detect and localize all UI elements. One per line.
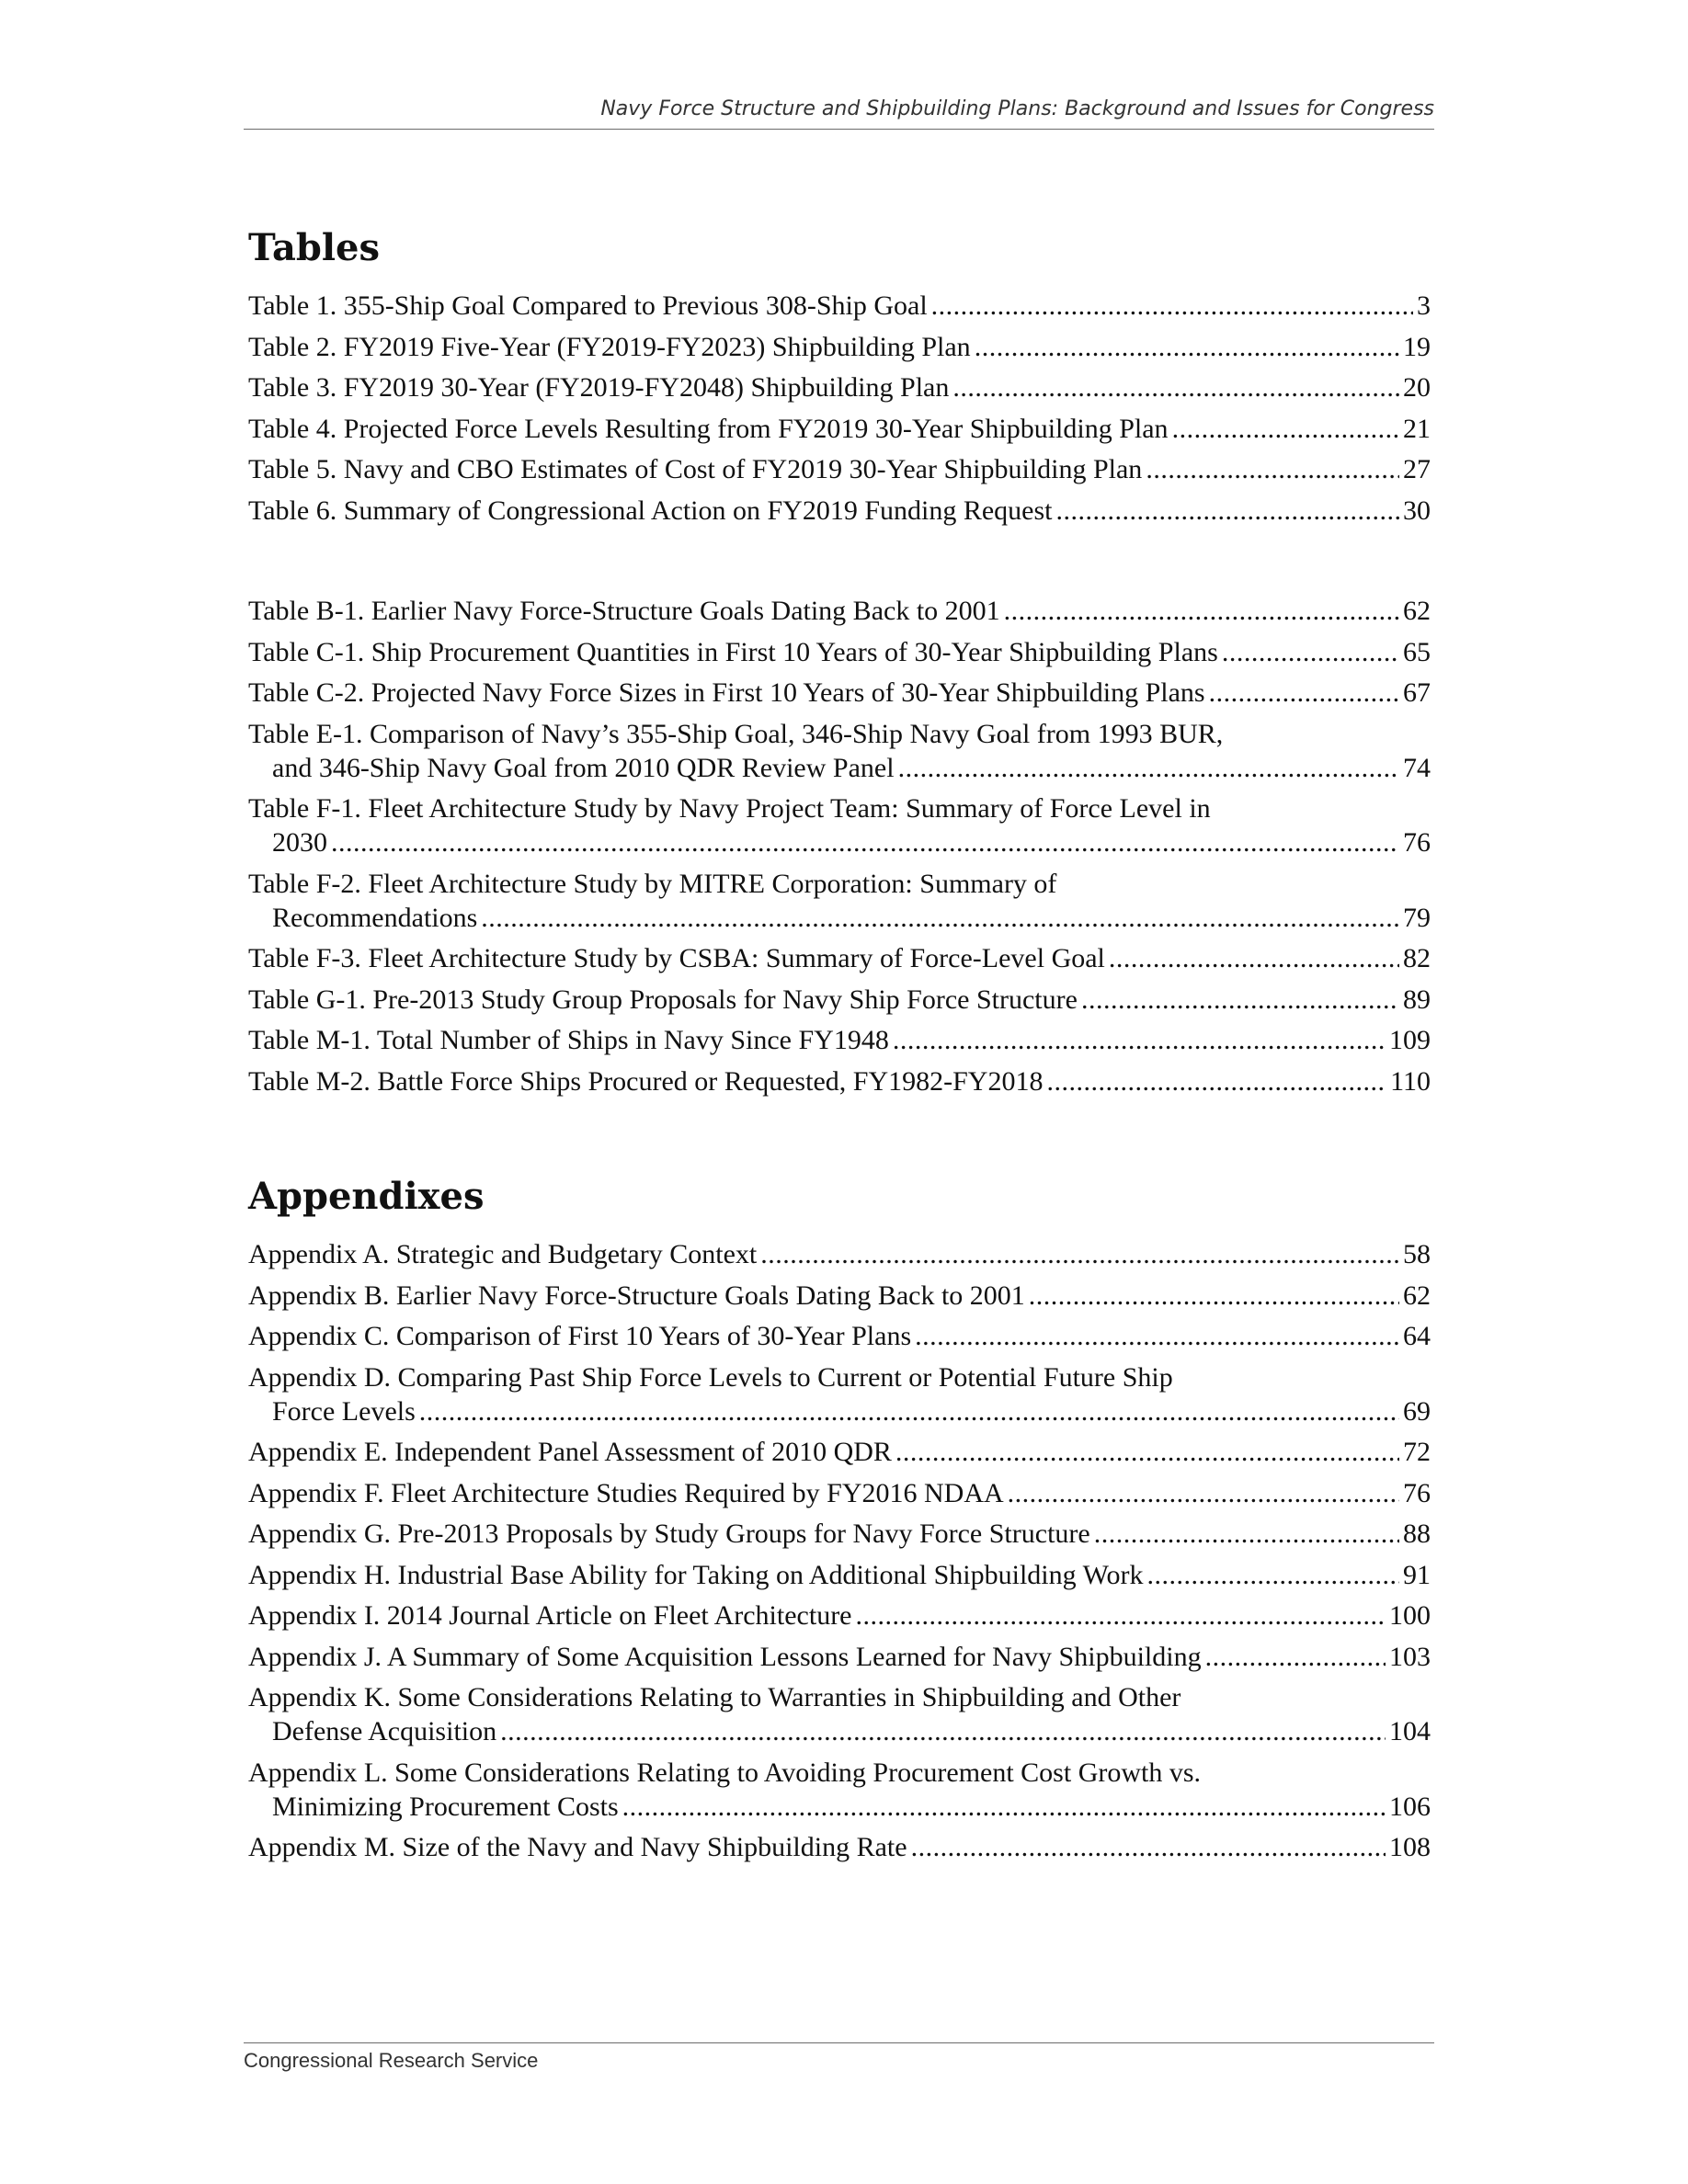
toc-entry-label: Table 6. Summary of Congressional Action on FY2019 Funding Request [248, 495, 1053, 526]
toc-page-number: 100 [1389, 1600, 1431, 1631]
toc-page-number: 65 [1403, 636, 1431, 667]
toc-entry-label: Table F-2. Fleet Architecture Study by MITRE Corporation: Summary of [248, 868, 1057, 899]
dot-leader [1081, 983, 1399, 1017]
toc-entry[interactable] [248, 1517, 1431, 1551]
running-header: Navy Force Structure and Shipbuilding Plans: Background and Issues for Congress [244, 96, 1434, 130]
toc-entry-label: Appendix A. Strategic and Budgetary Context [248, 1239, 758, 1269]
dot-leader [1109, 941, 1399, 975]
dot-leader [622, 1790, 1386, 1824]
toc-page-number: 76 [1403, 1477, 1431, 1508]
dot-leader [500, 1714, 1386, 1748]
toc-page-number: 91 [1403, 1559, 1431, 1590]
toc-page-number: 110 [1390, 1065, 1431, 1097]
toc-page-number: 72 [1403, 1437, 1431, 1467]
toc-entry[interactable] [248, 1360, 1431, 1428]
toc-page-number: 74 [1403, 752, 1431, 783]
dot-leader [895, 1435, 1399, 1469]
toc-entry[interactable] [248, 676, 1431, 710]
toc-entry[interactable] [248, 1476, 1431, 1510]
dot-leader [1209, 676, 1399, 710]
toc-entry[interactable] [248, 941, 1431, 975]
dot-leader [915, 1319, 1399, 1353]
dot-leader [331, 825, 1399, 859]
toc-entry[interactable] [248, 1830, 1431, 1864]
toc-page-number: 58 [1403, 1239, 1431, 1269]
toc-page-number: 19 [1403, 331, 1431, 362]
toc-entry-label-continued: 2030 [272, 827, 327, 858]
toc-page-number: 3 [1417, 290, 1431, 321]
dot-leader [975, 330, 1399, 364]
toc-page-number: 88 [1403, 1519, 1431, 1549]
dot-leader [893, 1023, 1386, 1057]
toc-entry-label: Table 4. Projected Force Levels Resulting from FY2019 30-Year Shipbuilding Plan [248, 413, 1169, 444]
toc-entry-label: Appendix H. Industrial Base Ability for Taking on Additional Shipbuilding Work [248, 1559, 1144, 1590]
dot-leader [856, 1598, 1386, 1632]
dot-leader [931, 289, 1413, 323]
toc-entry-label: Table M-1. Total Number of Ships in Navy Since FY1948 [248, 1025, 889, 1055]
toc-page-number: 82 [1403, 943, 1431, 973]
toc-entry-label: Appendix D. Comparing Past Ship Force Levels to Current or Potential Future Ship [248, 1361, 1173, 1393]
toc-entry-label: Table E-1. Comparison of Navy’s 355-Ship Goal, 346-Ship Navy Goal from 1993 BUR, [248, 718, 1224, 749]
dot-leader [1205, 1640, 1386, 1674]
toc-entry-label: Appendix B. Earlier Navy Force-Structure Goals Dating Back to 2001 [248, 1280, 1025, 1311]
dot-leader [1029, 1279, 1399, 1313]
toc-entry[interactable] [248, 1756, 1431, 1824]
toc-entry-label: Table 2. FY2019 Five-Year (FY2019-FY2023) Shipbuilding Plan [248, 331, 971, 362]
toc-page-number: 106 [1389, 1791, 1431, 1822]
dot-leader [1147, 1558, 1400, 1592]
toc-page-number: 109 [1389, 1025, 1431, 1055]
toc-page-number: 62 [1403, 596, 1431, 626]
dot-leader [760, 1237, 1399, 1271]
dot-leader [911, 1830, 1386, 1864]
toc-entry-label: Appendix K. Some Considerations Relating to Warranties in Shipbuilding and Other [248, 1682, 1181, 1712]
toc-entry-label-continued: Recommendations [272, 902, 478, 933]
toc-page-number: 89 [1403, 984, 1431, 1015]
appendixes-heading: Appendixes [248, 1175, 485, 1218]
toc-entry-label: Table B-1. Earlier Navy Force-Structure Goals Dating Back to 2001 [248, 596, 1000, 626]
toc-entry[interactable] [248, 1680, 1431, 1748]
dot-leader [898, 751, 1399, 785]
toc-page-number: 67 [1403, 677, 1431, 708]
dot-leader [952, 370, 1399, 404]
toc-page-number: 108 [1389, 1832, 1431, 1862]
dot-leader [1056, 494, 1399, 528]
toc-page-number: 62 [1403, 1280, 1431, 1311]
toc-entry[interactable] [248, 1435, 1431, 1469]
toc-entry-label: Table C-1. Ship Procurement Quantities in First 10 Years of 30-Year Shipbuilding Plans [248, 636, 1218, 667]
toc-entry[interactable] [248, 452, 1431, 486]
toc-entry[interactable] [248, 1319, 1431, 1353]
toc-entry-label: Table F-3. Fleet Architecture Study by CSBA: Summary of Force-Level Goal [248, 943, 1105, 973]
toc-entry[interactable] [248, 1558, 1431, 1592]
dot-leader [1222, 635, 1399, 669]
toc-entry[interactable] [248, 1279, 1431, 1313]
toc-page-number: 20 [1403, 372, 1431, 403]
toc-entry-label-continued: Force Levels [272, 1395, 416, 1427]
toc-entry-label-continued: and 346-Ship Navy Goal from 2010 QDR Review Panel [272, 752, 895, 783]
toc-entry[interactable] [248, 1640, 1431, 1674]
toc-entry-label: Appendix J. A Summary of Some Acquisition Lessons Learned for Navy Shipbuilding [248, 1641, 1202, 1672]
dot-leader [1146, 452, 1399, 486]
toc-entry[interactable] [248, 494, 1431, 528]
toc-entry-label: Appendix G. Pre-2013 Proposals by Study Groups for Navy Force Structure [248, 1519, 1090, 1549]
toc-entry[interactable] [248, 717, 1431, 785]
toc-entry-label: Appendix F. Fleet Architecture Studies Required by FY2016 NDAA [248, 1477, 1004, 1508]
toc-page-number: 69 [1403, 1395, 1431, 1427]
tables-heading: Tables [248, 226, 380, 269]
toc-entry[interactable] [248, 330, 1431, 364]
dot-leader [481, 901, 1399, 935]
tables-list-appendix [248, 594, 1431, 1105]
toc-entry-label-continued: Defense Acquisition [272, 1716, 497, 1746]
toc-page-number: 64 [1403, 1321, 1431, 1351]
toc-entry-label: Table G-1. Pre-2013 Study Group Proposals for Navy Ship Force Structure [248, 984, 1078, 1015]
toc-entry-label: Table 5. Navy and CBO Estimates of Cost of FY2019 30-Year Shipbuilding Plan [248, 454, 1143, 484]
toc-entry-label: Appendix M. Size of the Navy and Navy Shipbuilding Rate [248, 1832, 907, 1862]
toc-entry[interactable] [248, 412, 1431, 446]
toc-entry-label: Table 3. FY2019 30-Year (FY2019-FY2048) Shipbuilding Plan [248, 372, 950, 403]
toc-entry-label: Appendix I. 2014 Journal Article on Fleet Architecture [248, 1600, 852, 1631]
toc-entry[interactable] [248, 791, 1431, 859]
toc-entry[interactable] [248, 594, 1431, 628]
toc-entry-label-continued: Minimizing Procurement Costs [272, 1791, 619, 1822]
toc-entry[interactable] [248, 370, 1431, 404]
toc-entry[interactable] [248, 983, 1431, 1017]
toc-page-number: 30 [1403, 495, 1431, 526]
toc-entry-label: Appendix L. Some Considerations Relating to Avoiding Procurement Cost Growth vs. [248, 1757, 1202, 1788]
toc-page-number: 103 [1389, 1641, 1431, 1672]
toc-entry[interactable] [248, 1064, 1431, 1098]
toc-entry-label: Table F-1. Fleet Architecture Study by Navy Project Team: Summary of Force Level in [248, 793, 1211, 824]
footer: Congressional Research Service [244, 2042, 1434, 2073]
toc-page-number: 21 [1403, 413, 1431, 444]
toc-page-number: 27 [1403, 454, 1431, 484]
toc-entry[interactable] [248, 1023, 1431, 1057]
toc-entry[interactable] [248, 1598, 1431, 1632]
toc-entry-label: Table C-2. Projected Navy Force Sizes in First 10 Years of 30-Year Shipbuilding Plans [248, 677, 1205, 708]
toc-page-number: 79 [1403, 902, 1431, 933]
dot-leader [1172, 412, 1399, 446]
appendixes-list [248, 1237, 1431, 1871]
toc-entry-label: Appendix C. Comparison of First 10 Years of 30-Year Plans [248, 1321, 912, 1351]
dot-leader [1004, 594, 1399, 628]
dot-leader [1094, 1517, 1399, 1551]
tables-list-main [248, 289, 1431, 534]
toc-entry-label: Table 1. 355-Ship Goal Compared to Previous 308-Ship Goal [248, 290, 928, 321]
dot-leader [1046, 1064, 1386, 1098]
toc-page-number: 76 [1403, 827, 1431, 858]
toc-entry[interactable] [248, 635, 1431, 669]
toc-entry[interactable] [248, 1237, 1431, 1271]
toc-entry[interactable] [248, 289, 1431, 323]
toc-page-number: 104 [1389, 1716, 1431, 1746]
dot-leader [419, 1394, 1399, 1428]
toc-entry[interactable] [248, 867, 1431, 935]
dot-leader [1008, 1476, 1399, 1510]
toc-entry-label: Appendix E. Independent Panel Assessment of 2010 QDR [248, 1437, 892, 1467]
toc-entry-label: Table M-2. Battle Force Ships Procured or Requested, FY1982-FY2018 [248, 1065, 1044, 1097]
